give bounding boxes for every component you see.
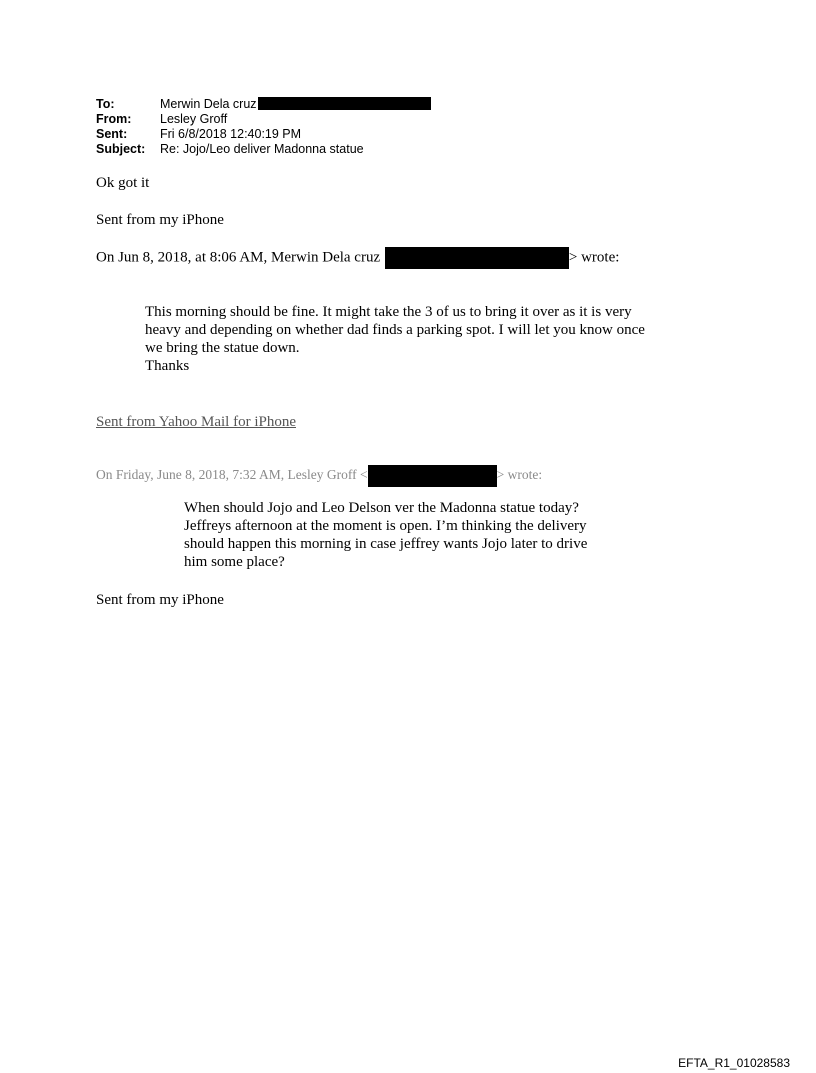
email-header xyxy=(96,97,431,157)
redaction-box xyxy=(258,97,431,110)
redaction-box xyxy=(368,465,497,487)
attribution-suffix: > wrote: xyxy=(496,467,543,483)
body-line: Jeffreys afternoon at the moment is open. I’m thinking the delivery xyxy=(184,518,587,534)
document-id: EFTA_R1_01028583 xyxy=(678,1056,790,1070)
subject-label: Subject: xyxy=(96,142,146,156)
attribution-text: On Jun 8, 2018, at 8:06 AM, Merwin Dela cruz xyxy=(96,249,381,266)
subject-row xyxy=(96,142,431,157)
quoted-message-1-body xyxy=(145,303,705,375)
closing-line: Thanks xyxy=(145,358,190,374)
yahoo-signature xyxy=(96,413,296,431)
from-row xyxy=(96,112,431,127)
body-line: should happen this morning in case jeffrey wants Jojo later to drive xyxy=(184,536,588,552)
quote-attribution-1 xyxy=(96,247,619,269)
attribution-text: On Friday, June 8, 2018, 7:32 AM, Lesley Groff < xyxy=(96,467,368,483)
body-line: When should Jojo and Leo Delson ver the Madonna statue today? xyxy=(184,500,579,516)
quote-attribution-2 xyxy=(96,465,542,487)
yahoo-mail-link[interactable]: Sent from Yahoo Mail for iPhone xyxy=(96,414,296,430)
body-line: we bring the statue down. xyxy=(145,340,300,356)
sent-value: Fri 6/8/2018 12:40:19 PM xyxy=(160,127,302,141)
to-row xyxy=(96,97,431,112)
to-label: To: xyxy=(96,97,115,111)
body-line: him some place? xyxy=(184,554,285,570)
body-line: This morning should be fine. It might take the 3 of us to bring it over as it is very xyxy=(145,304,632,320)
subject-value: Re: Jojo/Leo deliver Madonna statue xyxy=(160,142,364,156)
body-line: heavy and depending on whether dad finds a parking spot. I will let you know once xyxy=(145,322,645,338)
quoted-signature: Sent from my iPhone xyxy=(96,592,224,608)
sent-label: Sent: xyxy=(96,127,128,141)
reply-signature: Sent from my iPhone xyxy=(96,212,224,228)
quoted-message-2-body xyxy=(184,499,587,571)
sent-row xyxy=(96,127,431,142)
attribution-suffix: > wrote: xyxy=(568,249,620,266)
from-value: Lesley Groff xyxy=(160,112,228,126)
redaction-box xyxy=(385,247,569,269)
reply-body: Ok got it xyxy=(96,175,150,191)
to-value: Merwin Dela cruz xyxy=(160,97,257,111)
from-label: From: xyxy=(96,112,132,126)
